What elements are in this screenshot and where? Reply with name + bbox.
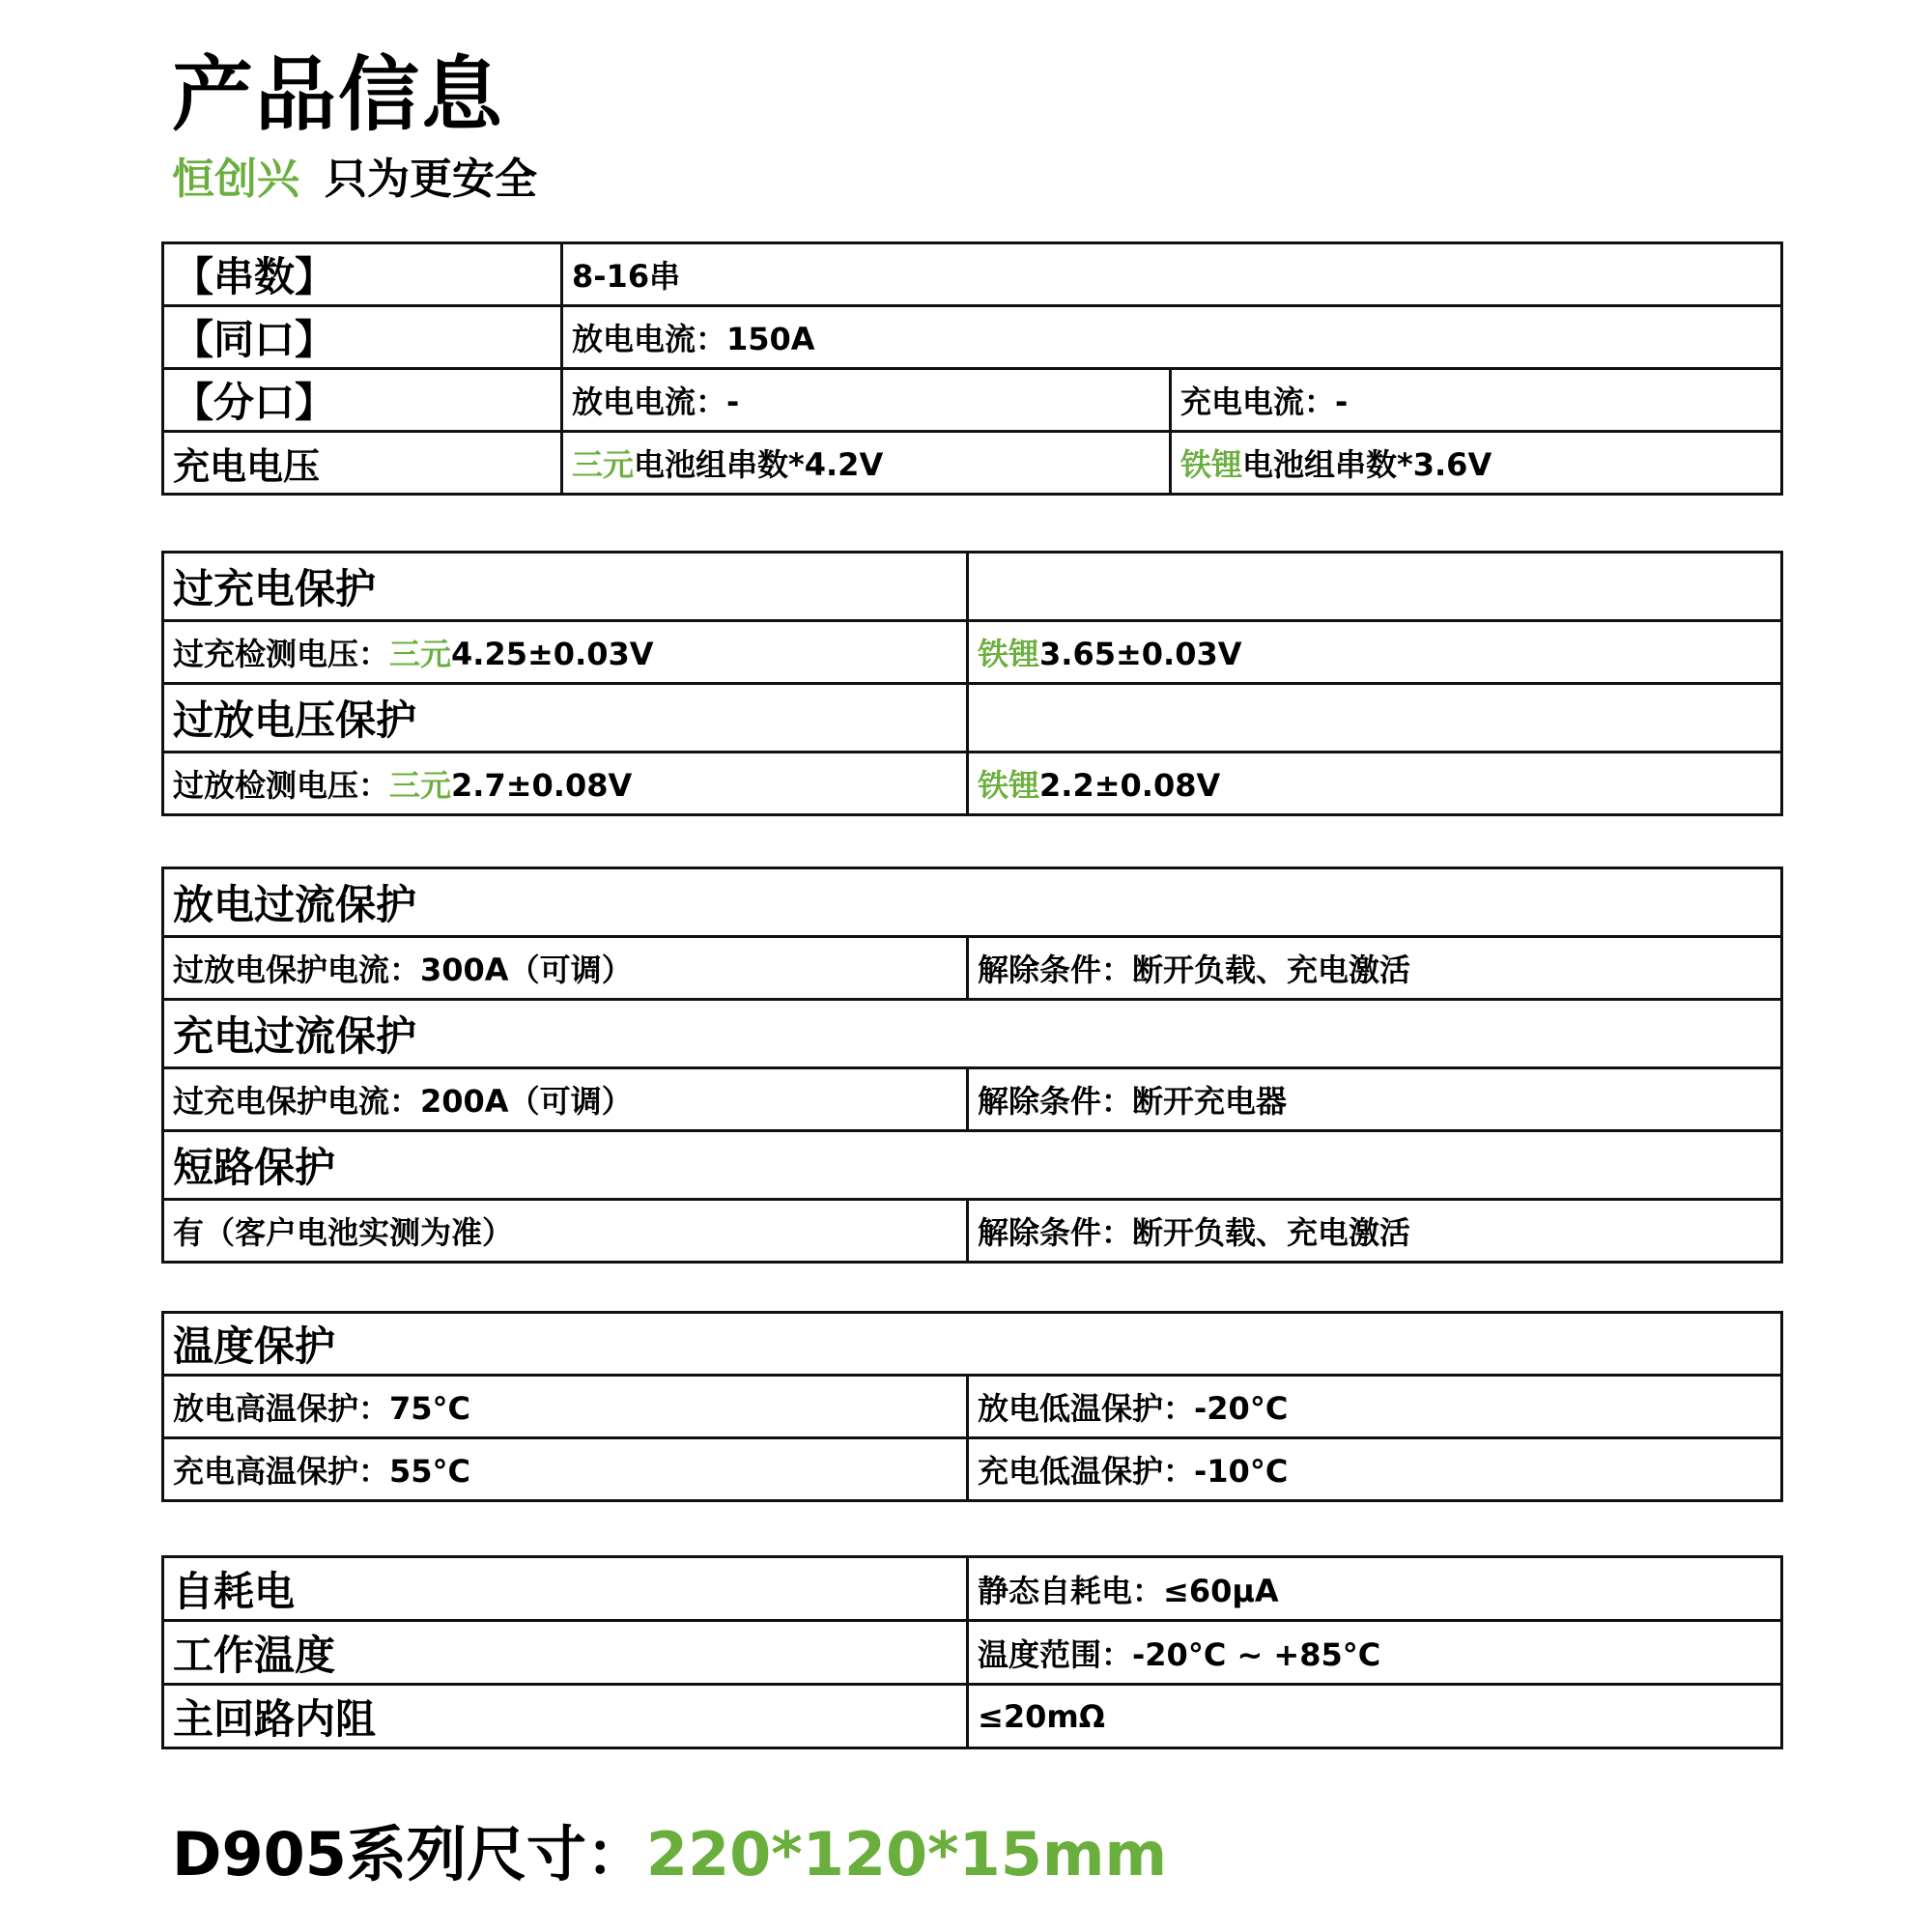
table-row (163, 1438, 1782, 1501)
charge-overcurrent-value: 过充电保护电流：200A（可调） (163, 1068, 968, 1131)
table-row (163, 306, 1782, 369)
table-row (163, 243, 1782, 306)
value-label: 过放检测电压： (173, 767, 390, 804)
overcharge-lfp (968, 621, 1782, 684)
current-protection-table (161, 867, 1783, 1264)
section-heading-row (163, 1131, 1782, 1200)
table-row (163, 432, 1782, 495)
value-text: 2.7±0.08V (451, 767, 633, 804)
overdischarge-ternary (163, 753, 968, 815)
row-value: 温度范围：-20°C ~ +85°C (968, 1621, 1782, 1685)
row-label: 【串数】 (163, 243, 562, 306)
section-heading: 放电过流保护 (163, 868, 1782, 937)
short-circuit-value: 有（客户电池实测为准） (163, 1200, 968, 1263)
discharge-overcurrent-value: 过放电保护电流：300A（可调） (163, 937, 968, 1000)
table-row (163, 1557, 1782, 1621)
discharge-current-value: 放电电流：- (562, 369, 1171, 432)
row-label: 工作温度 (163, 1621, 968, 1685)
table-row (163, 1685, 1782, 1748)
row-label: 充电电压 (163, 432, 562, 495)
section-heading-row (163, 1313, 1782, 1376)
table-row (163, 753, 1782, 815)
row-value: 静态自耗电：≤60μA (968, 1557, 1782, 1621)
highlight-lfp: 铁锂 (978, 636, 1040, 672)
dimensions-label: D905系列尺寸： (172, 1819, 646, 1889)
section-heading-row (163, 868, 1782, 937)
table-row (163, 1068, 1782, 1131)
brand-name: 恒创兴 (172, 155, 299, 204)
charge-current-value: 充电电流：- (1171, 369, 1782, 432)
voltage-protection-table (161, 551, 1783, 816)
table-row (163, 369, 1782, 432)
page-title: 产品信息 (172, 47, 505, 142)
highlight-lfp: 铁锂 (978, 767, 1040, 804)
table-row (163, 937, 1782, 1000)
dimensions-value: 220*120*15mm (645, 1819, 1168, 1889)
row-value: 放电电流：150A (562, 306, 1782, 369)
ternary-voltage-value (562, 432, 1171, 495)
lfp-voltage-value (1171, 432, 1782, 495)
empty-cell (968, 684, 1782, 753)
row-value: 8-16串 (562, 243, 1782, 306)
value-text: 电池组串数*3.6V (1242, 446, 1492, 483)
charge-high-temp: 充电高温保护：55°C (163, 1438, 968, 1501)
row-label: 主回路内阻 (163, 1685, 968, 1748)
table-row (163, 1376, 1782, 1438)
charge-low-temp: 充电低温保护：-10°C (968, 1438, 1782, 1501)
basic-spec-table (161, 242, 1783, 496)
discharge-low-temp: 放电低温保护：-20°C (968, 1376, 1782, 1438)
release-condition: 解除条件：断开负载、充电激活 (968, 937, 1782, 1000)
section-heading-row (163, 553, 1782, 621)
table-row (163, 1200, 1782, 1263)
section-heading: 充电过流保护 (163, 1000, 1782, 1068)
value-text: 2.2±0.08V (1039, 767, 1221, 804)
value-text: 3.65±0.03V (1039, 636, 1242, 672)
row-label: 自耗电 (163, 1557, 968, 1621)
empty-cell (968, 553, 1782, 621)
row-value: ≤20mΩ (968, 1685, 1782, 1748)
overdischarge-lfp (968, 753, 1782, 815)
section-heading-row (163, 1000, 1782, 1068)
dimensions-footer (172, 1816, 1167, 1893)
section-heading-row (163, 684, 1782, 753)
section-heading: 短路保护 (163, 1131, 1782, 1200)
table-row (163, 621, 1782, 684)
highlight-ternary: 三元 (389, 636, 452, 672)
slogan: 只为更安全 (325, 155, 537, 204)
temperature-protection-table (161, 1311, 1783, 1502)
overcharge-ternary (163, 621, 968, 684)
release-condition: 解除条件：断开负载、充电激活 (968, 1200, 1782, 1263)
highlight-ternary: 三元 (572, 446, 635, 483)
row-label: 【分口】 (163, 369, 562, 432)
section-heading: 过放电压保护 (163, 684, 968, 753)
tagline (172, 153, 537, 207)
misc-spec-table (161, 1555, 1783, 1749)
highlight-lfp: 铁锂 (1180, 446, 1243, 483)
value-text: 4.25±0.03V (451, 636, 654, 672)
section-heading: 温度保护 (163, 1313, 1782, 1376)
value-text: 电池组串数*4.2V (634, 446, 884, 483)
value-label: 过充检测电压： (173, 636, 390, 672)
section-heading: 过充电保护 (163, 553, 968, 621)
table-row (163, 1621, 1782, 1685)
row-label: 【同口】 (163, 306, 562, 369)
discharge-high-temp: 放电高温保护：75°C (163, 1376, 968, 1438)
highlight-ternary: 三元 (389, 767, 452, 804)
release-condition: 解除条件：断开充电器 (968, 1068, 1782, 1131)
